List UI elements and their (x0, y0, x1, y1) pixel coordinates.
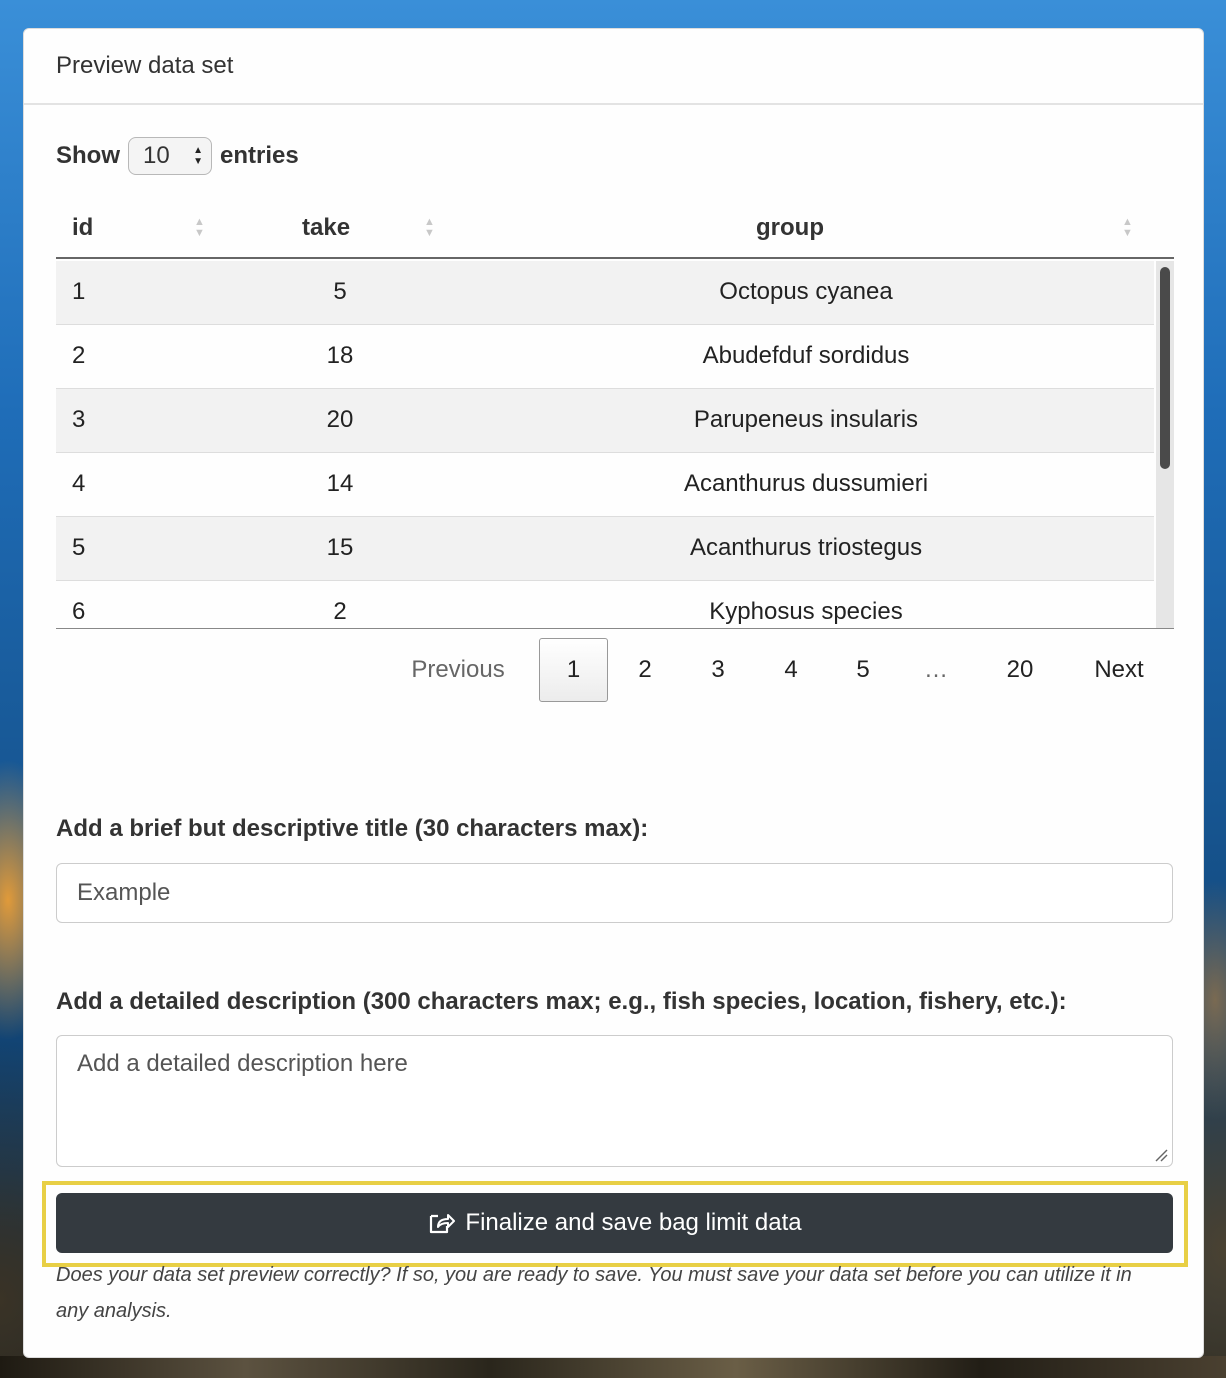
cell-take: 5 (333, 278, 347, 305)
finalize-save-button[interactable] (56, 1193, 1173, 1253)
column-header-id[interactable]: id (72, 214, 94, 241)
column-header-group[interactable]: group (756, 214, 824, 241)
save-button-label: Finalize and save bag limit data (465, 1209, 802, 1236)
cell-group: Acanthurus triostegus (689, 534, 923, 561)
share-export-icon (427, 1210, 455, 1236)
page-button-3[interactable]: 3 (711, 656, 725, 683)
cell-id: 2 (72, 342, 86, 369)
description-placeholder: Add a detailed description here (77, 1050, 408, 1077)
page-button-4[interactable]: 4 (784, 656, 798, 683)
cell-id: 1 (72, 278, 86, 305)
cell-take: 18 (326, 342, 354, 369)
next-page-button[interactable]: Next (1094, 656, 1144, 683)
panel-title: Preview data set (24, 29, 1203, 105)
column-header-take[interactable]: take (302, 214, 351, 241)
table-row (56, 261, 1154, 325)
cell-id: 5 (72, 534, 86, 561)
background-image-strip (0, 1356, 1226, 1378)
description-field-label: Add a detailed description (300 characters max; e.g., fish species, location, fishery, etc.): (56, 988, 1067, 1015)
cell-take: 14 (326, 470, 354, 497)
table-row (56, 453, 1154, 517)
cell-group: Parupeneus insularis (693, 406, 919, 433)
cell-id: 3 (72, 406, 86, 433)
cell-group: Acanthurus dussumieri (683, 470, 929, 497)
page-button-1[interactable]: 1 (539, 638, 608, 702)
preview-panel (23, 28, 1204, 1358)
sort-icon[interactable]: ▲ ▼ (194, 216, 205, 239)
cell-group: Kyphosus species (709, 598, 903, 625)
cell-id: 4 (72, 470, 86, 497)
page-button-5[interactable]: 5 (856, 656, 870, 683)
table-row (56, 389, 1154, 453)
pagination (24, 637, 1205, 703)
sort-icon[interactable]: ▲ ▼ (1122, 216, 1133, 239)
entries-label: entries (220, 142, 299, 169)
page-button-20[interactable]: 20 (1006, 656, 1034, 683)
scrollbar-thumb[interactable] (1160, 267, 1170, 469)
table-scrollbar[interactable] (1156, 261, 1174, 628)
table-header (56, 199, 1174, 259)
cell-take: 2 (333, 598, 347, 625)
description-textarea[interactable] (56, 1035, 1173, 1167)
cell-group: Abudefduf sordidus (702, 342, 910, 369)
save-help-text: Does your data set preview correctly? If so, you are ready to save. You must save your data set before you can utilize it in any analysis. (56, 1264, 1132, 1322)
entries-length-control (56, 137, 299, 175)
cell-take: 20 (326, 406, 354, 433)
table-row (56, 581, 1154, 629)
previous-page-button[interactable]: Previous (411, 656, 505, 683)
show-label: Show (56, 142, 120, 169)
title-field-label: Add a brief but descriptive title (30 characters max): (56, 815, 649, 842)
table-row (56, 517, 1154, 581)
cell-id: 6 (72, 598, 86, 625)
table-body (56, 261, 1174, 629)
select-arrows-icon: ▲ ▼ (193, 145, 203, 167)
sort-icon[interactable]: ▲ ▼ (424, 216, 435, 239)
pagination-ellipsis: … (924, 656, 948, 683)
resize-grip-icon[interactable] (1154, 1148, 1168, 1162)
page-button-2[interactable]: 2 (638, 656, 652, 683)
cell-group: Octopus cyanea (719, 278, 893, 305)
entries-select[interactable] (128, 137, 212, 175)
entries-select-value: 10 (143, 142, 170, 169)
table-row (56, 325, 1154, 389)
title-input[interactable]: Example (56, 863, 1173, 923)
cell-take: 15 (326, 534, 354, 561)
